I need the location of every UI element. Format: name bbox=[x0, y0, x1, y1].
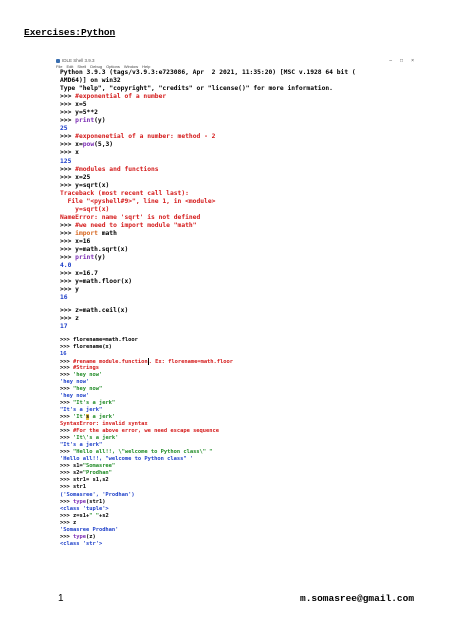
console-line bbox=[60, 109, 420, 117]
console-output: 'hey now' bbox=[60, 392, 90, 399]
page-title: Exercises:Python bbox=[24, 27, 116, 38]
console-builtin: type bbox=[72, 533, 86, 540]
console-text: Type "help", "copyright", "credits" or "license()" for more information. bbox=[60, 85, 333, 93]
console-line bbox=[60, 407, 420, 414]
console-string: "Hello all!!, \"welcome to Python class\" " bbox=[72, 449, 213, 456]
console-line bbox=[60, 414, 420, 421]
console-text: >>> bbox=[60, 533, 73, 540]
console-string: "Prodhan" bbox=[82, 470, 112, 477]
syntax-error-highlight: s bbox=[85, 414, 90, 421]
console-text: Python 3.9.3 (tags/v3.9.3:e723086, Apr 2 2021, 11:35:20) [MSC v.1928 64 bit ( bbox=[60, 69, 356, 76]
console-text: >>> y bbox=[60, 286, 79, 294]
console-output: 'Hello all!!, "welcome to Python class" ' bbox=[60, 456, 194, 463]
console-line bbox=[60, 393, 420, 400]
menu-debug[interactable]: Debug bbox=[90, 64, 103, 69]
console-line bbox=[60, 351, 420, 358]
console-string: "Somasree" bbox=[82, 463, 116, 470]
console-text: >>> z bbox=[60, 315, 79, 323]
console-text: >>> bbox=[60, 399, 73, 406]
console-line bbox=[60, 421, 420, 428]
console-output: 17 bbox=[60, 323, 68, 331]
console-line bbox=[60, 477, 420, 484]
console-text: math bbox=[97, 229, 117, 237]
console-line bbox=[60, 149, 420, 157]
console-text: (str1) bbox=[85, 498, 106, 505]
console-string: "hey now" bbox=[72, 385, 103, 392]
console-comment: #rename module.function bbox=[72, 358, 148, 365]
console-line bbox=[60, 365, 420, 372]
console-text: >>> x bbox=[60, 149, 79, 157]
console-text: +s2 bbox=[98, 512, 109, 519]
console-line bbox=[60, 270, 420, 278]
console-line bbox=[60, 435, 420, 442]
console-text: >>> s2= bbox=[60, 470, 83, 477]
console-text: >>> bbox=[60, 371, 73, 378]
close-button[interactable]: × bbox=[411, 57, 414, 64]
console-line bbox=[60, 520, 420, 527]
console-text: >>> x=5 bbox=[60, 101, 87, 109]
console-line bbox=[60, 337, 420, 344]
console-text: >>> y=math.sqrt(x) bbox=[60, 246, 129, 254]
console-builtin: type bbox=[72, 498, 86, 505]
console-line bbox=[60, 101, 420, 109]
console-line bbox=[60, 93, 420, 101]
console-text: >>> str1 bbox=[60, 484, 86, 491]
console-line bbox=[60, 386, 420, 393]
console-builtin: pow bbox=[82, 141, 95, 149]
console-line bbox=[60, 379, 420, 386]
console-comment: #For the above error, we need escape sequence bbox=[72, 428, 220, 435]
console-string: 'It' bbox=[72, 414, 86, 421]
console-text: >>> z=s1+ bbox=[60, 512, 90, 519]
console-text: >>> bbox=[60, 435, 73, 442]
console-text: >>> bbox=[60, 498, 73, 505]
console-text: >>> bbox=[60, 93, 76, 101]
console-line bbox=[60, 456, 420, 463]
console-line bbox=[60, 166, 420, 174]
console-text: >>> z bbox=[60, 519, 77, 526]
console-text: >>> florename=math.floor bbox=[60, 336, 138, 343]
console-line bbox=[60, 198, 420, 206]
console-line bbox=[60, 286, 420, 294]
console-text: >>> bbox=[60, 133, 76, 141]
console-error: y=sqrt(x) bbox=[60, 205, 110, 213]
console-text: >>> bbox=[60, 229, 76, 237]
console-output: <class 'tuple'> bbox=[60, 505, 109, 512]
menu-options[interactable]: Options bbox=[106, 64, 120, 69]
console-comment: #exponenetial of a number: method - 2 bbox=[75, 133, 216, 141]
console-line bbox=[60, 372, 420, 379]
page-number: 1 bbox=[58, 593, 64, 604]
shell-console[interactable] bbox=[60, 69, 420, 548]
console-builtin: print bbox=[75, 254, 95, 262]
console-output: 'hey now' bbox=[60, 378, 90, 385]
console-line bbox=[60, 141, 420, 149]
console-text: >>> bbox=[60, 364, 73, 371]
console-text: >>> bbox=[60, 117, 76, 125]
console-line bbox=[60, 307, 420, 315]
console-line bbox=[60, 294, 420, 302]
console-line bbox=[60, 442, 420, 449]
console-output: 125 bbox=[60, 157, 72, 165]
console-text: >>> bbox=[60, 449, 73, 456]
console-text: >>> bbox=[60, 165, 76, 173]
console-line bbox=[60, 158, 420, 166]
console-line bbox=[60, 222, 420, 230]
maximize-button[interactable]: □ bbox=[400, 57, 404, 64]
console-output: "It's a jerk" bbox=[60, 406, 103, 413]
console-line bbox=[60, 506, 420, 513]
console-comment: #we need to import module "math" bbox=[75, 221, 197, 229]
console-text: >>> bbox=[60, 414, 73, 421]
console-text: >>> y=sqrt(x) bbox=[60, 181, 110, 189]
console-text: >>> bbox=[60, 221, 76, 229]
console-text: >>> y=math.floor(x) bbox=[60, 278, 133, 286]
console-string: a jerk' bbox=[89, 414, 116, 421]
console-line bbox=[60, 400, 420, 407]
console-error: Traceback (most recent call last): bbox=[60, 189, 189, 197]
console-string: " " bbox=[89, 512, 99, 519]
console-line bbox=[60, 358, 420, 365]
console-text: >>> x= bbox=[60, 141, 83, 149]
console-text: >>> x=16.7 bbox=[60, 270, 98, 278]
console-comment: #Strings bbox=[72, 364, 99, 371]
menu-shell[interactable]: Shell bbox=[77, 64, 87, 69]
console-text: (5,3) bbox=[94, 141, 114, 149]
console-string: 'hey now' bbox=[72, 371, 103, 378]
python-logo-icon bbox=[56, 59, 60, 63]
console-line bbox=[60, 190, 420, 198]
console-line bbox=[60, 206, 420, 214]
console-line bbox=[60, 484, 420, 491]
window-title: IDLE Shell 3.9.3 bbox=[62, 58, 95, 63]
console-text: >>> bbox=[60, 385, 73, 392]
console-text: >>> y=5**2 bbox=[60, 109, 98, 117]
console-keyword: import bbox=[75, 229, 98, 237]
console-line bbox=[60, 499, 420, 506]
console-line bbox=[60, 534, 420, 541]
console-output: 16 bbox=[60, 350, 67, 357]
menu-window[interactable]: Window bbox=[123, 64, 139, 69]
console-line bbox=[60, 77, 420, 85]
console-output: ('Somasree', 'Prodhan') bbox=[60, 491, 135, 498]
console-text: (y) bbox=[94, 117, 106, 125]
window-title-group bbox=[56, 58, 95, 63]
console-line bbox=[60, 262, 420, 270]
console-text: >>> str1= s1,s2 bbox=[60, 477, 109, 484]
console-line bbox=[60, 541, 420, 548]
console-string: 'It\'s a jerk' bbox=[72, 435, 119, 442]
console-error: SyntaxError: invalid syntax bbox=[60, 421, 148, 428]
console-line bbox=[60, 230, 420, 238]
menu-help[interactable]: Help bbox=[142, 64, 151, 69]
console-comment: #modules and functions bbox=[75, 165, 159, 173]
console-text: AMD64)] on win32 bbox=[60, 77, 121, 85]
console-line bbox=[60, 449, 420, 456]
console-line bbox=[60, 315, 420, 323]
console-output: 'Somasree Prodhan' bbox=[60, 526, 119, 533]
console-output: 4.0 bbox=[60, 262, 72, 270]
console-text: (y) bbox=[94, 254, 106, 262]
menu-edit[interactable]: Edit bbox=[66, 64, 74, 69]
console-error: NameError: name 'sqrt' is not defined bbox=[60, 213, 201, 221]
console-line bbox=[60, 182, 420, 190]
console-text: (z) bbox=[85, 533, 96, 540]
console-text: >>> x=25 bbox=[60, 173, 91, 181]
console-line bbox=[60, 254, 420, 262]
console-string: "It's a jerk" bbox=[72, 399, 116, 406]
console-line bbox=[60, 85, 420, 93]
console-line bbox=[60, 69, 420, 77]
console-line bbox=[60, 492, 420, 499]
console-output: "It's a jerk" bbox=[60, 442, 103, 449]
window-controls bbox=[389, 58, 414, 64]
console-text: >>> florename(x) bbox=[60, 343, 112, 350]
console-line bbox=[60, 133, 420, 141]
console-line bbox=[60, 463, 420, 470]
console-line bbox=[60, 238, 420, 246]
console-error: File "<pyshell#9>", line 1, in <module> bbox=[60, 197, 216, 205]
menu-file[interactable]: File bbox=[56, 64, 63, 69]
console-line bbox=[60, 214, 420, 222]
console-line bbox=[60, 246, 420, 254]
console-line bbox=[60, 117, 420, 125]
author-email: m.somasree@gmail.com bbox=[300, 593, 415, 604]
console-text: >>> x=16 bbox=[60, 237, 91, 245]
console-line bbox=[60, 470, 420, 477]
console-text: >>> bbox=[60, 358, 73, 365]
console-line bbox=[60, 174, 420, 182]
console-text: >>> z=math.ceil(x) bbox=[60, 307, 129, 315]
console-line bbox=[60, 323, 420, 331]
console-line bbox=[60, 527, 420, 534]
console-text: >>> bbox=[60, 428, 73, 435]
console-line bbox=[60, 513, 420, 520]
console-output: 25 bbox=[60, 125, 68, 133]
console-comment: . Ex: florename=math.floor bbox=[148, 358, 234, 365]
console-builtin: print bbox=[75, 117, 95, 125]
console-text: >>> bbox=[60, 254, 76, 262]
console-line bbox=[60, 344, 420, 351]
console-output: 16 bbox=[60, 294, 68, 302]
console-output: <class 'str'> bbox=[60, 540, 103, 547]
console-comment: #exponential of a number bbox=[75, 93, 167, 101]
console-text: >>> s1= bbox=[60, 463, 83, 470]
console-line bbox=[60, 278, 420, 286]
minimize-button[interactable]: – bbox=[389, 57, 393, 64]
